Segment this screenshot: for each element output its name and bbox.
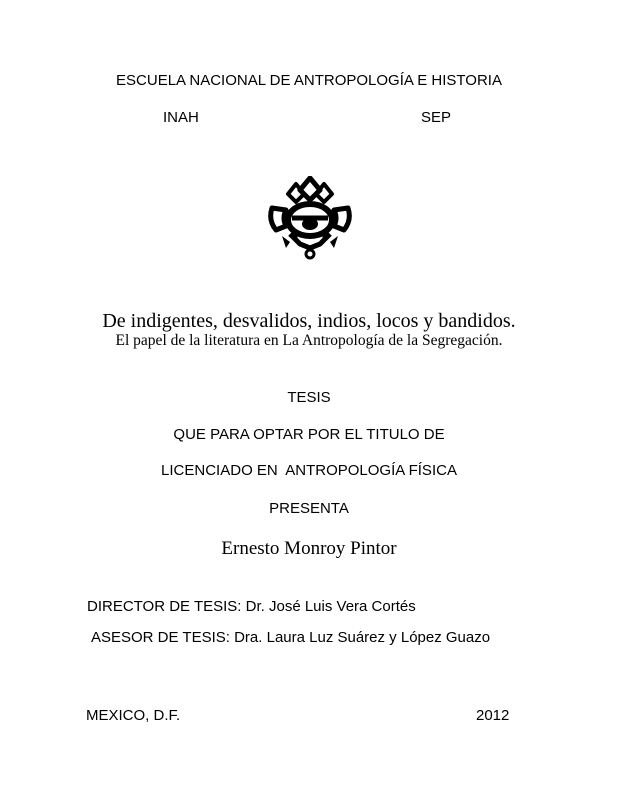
sep-label: SEP [421, 109, 452, 126]
thesis-subtitle: El papel de la literatura en La Antropología de la Segregación. [115, 332, 503, 349]
degree-purpose-line-1: QUE PARA OPTAR POR EL TITULO DE [173, 426, 445, 443]
thesis-advisor: ASESOR DE TESIS: Dra. Laura Luz Suárez y López Guazo [91, 629, 491, 646]
thesis-title: De indigentes, desvalidos, indios, locos y bandidos. [102, 310, 516, 332]
aztec-glyph-logo-icon [266, 176, 354, 260]
thesis-type: TESIS [287, 389, 331, 406]
presents-label: PRESENTA [269, 500, 349, 517]
inah-label: INAH [163, 109, 199, 126]
institution-name: ESCUELA NACIONAL DE ANTROPOLOGÍA E HISTORIA [116, 72, 502, 89]
thesis-director: DIRECTOR DE TESIS: Dr. José Luis Vera Cortés [87, 598, 416, 615]
degree-purpose-line-2: LICENCIADO EN ANTROPOLOGÍA FÍSICA [161, 462, 457, 479]
year-label: 2012 [476, 707, 510, 724]
place-label: MEXICO, D.F. [86, 707, 181, 724]
author-name: Ernesto Monroy Pintor [221, 538, 397, 559]
